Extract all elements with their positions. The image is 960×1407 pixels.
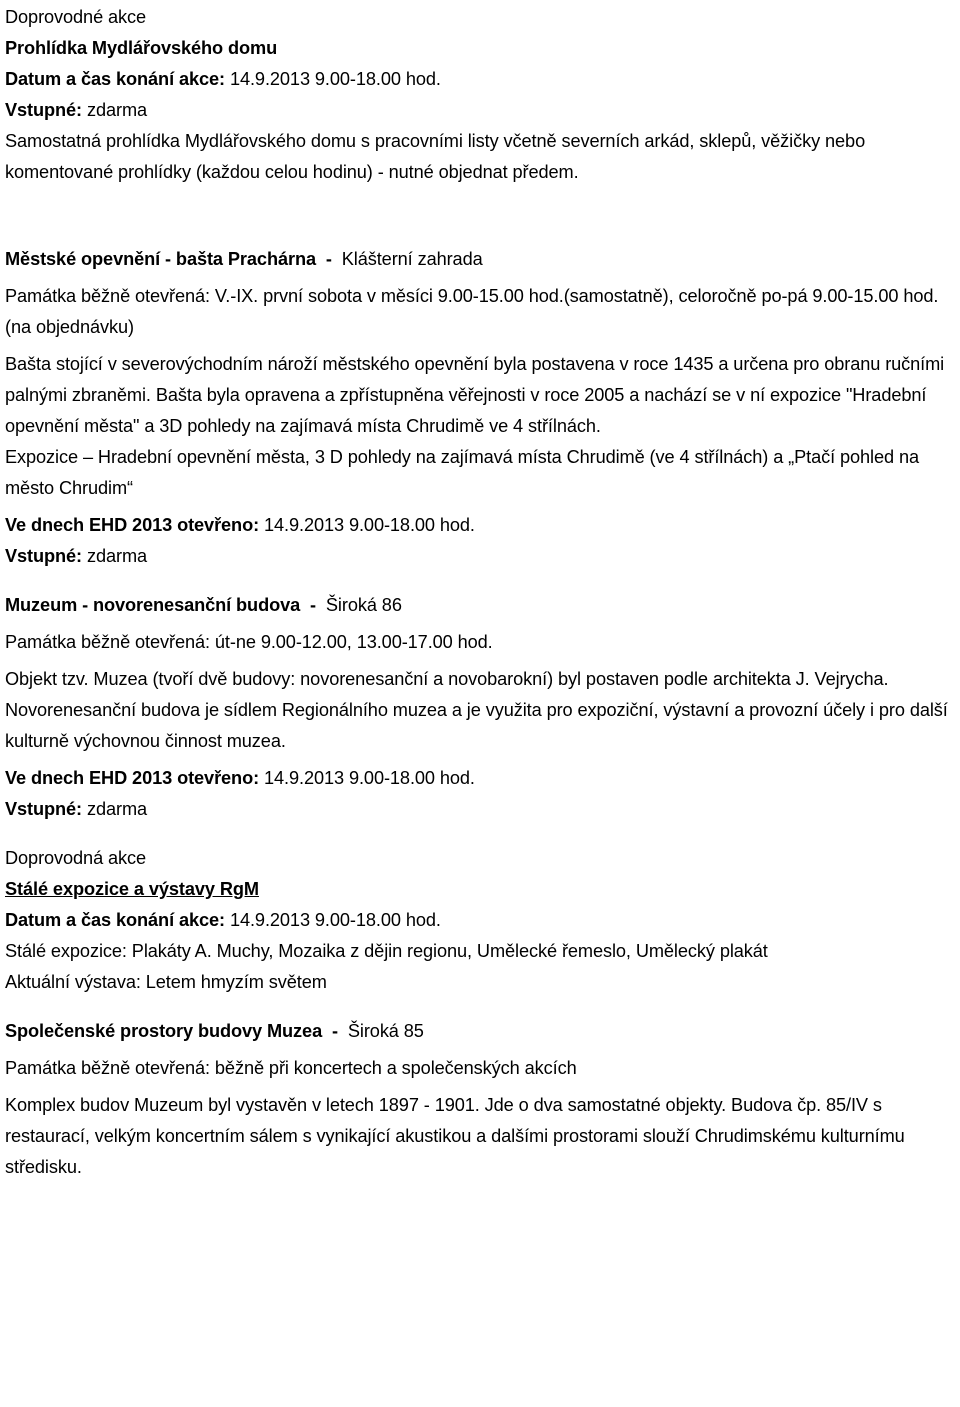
permanent-exhibitions: Stálé expozice: Plakáty A. Muchy, Mozaika z dějin regionu, Umělecké řemeslo, Umělecký plakát (5, 941, 768, 961)
section-heading: Doprovodná akce (5, 848, 147, 868)
date-label: Datum a čas konání akce: (5, 910, 225, 930)
exhibition-info: Expozice – Hradební opevnění města, 3 D pohledy na zajímavá místa Chrudimě (ve 4 střílnách) a „Ptačí pohled na město Chrudim“ (5, 447, 920, 498)
monument-description: Objekt tzv. Muzea (tvoří dvě budovy: novorenesanční a novobarokní) byl postaven podle architekta J. Vejrycha. Novorenesanční budova je sídlem Regionálního muzea a je využita pro expoziční, výstavní a provozní účely i pro další kulturně výchovnou činnost muzea. (5, 669, 948, 751)
event-title: Prohlídka Mydlářovského domu (5, 38, 278, 58)
admission-value: zdarma (82, 100, 148, 120)
monument-heading (5, 244, 960, 275)
monument-title: Společenské prostory budovy Muzea (5, 1021, 323, 1041)
title-separator: - (300, 595, 326, 615)
monument-address: Široká 86 (325, 595, 402, 615)
ehd-value: 14.9.2013 9.00-18.00 hod. (259, 515, 475, 535)
opening-hours: Památka běžně otevřená: út-ne 9.00-12.00, 13.00-17.00 hod. (5, 632, 493, 652)
date-label: Datum a čas konání akce: (5, 69, 225, 89)
monument-title: Muzeum - novorenesanční budova (5, 595, 301, 615)
monument-description: Bašta stojící v severovýchodním nároží městského opevnění byla postavena v roce 1435 a určena pro obranu ručními palnými zbraněmi. Bašta byla opravena a zpřístupněna věřejnosti v roce 2005 a nachází se v ní expozice "Hradební opevnění města" a 3D pohledy na zajímavá místa Chrudimě ve 4 střílnách. (5, 354, 945, 436)
ehd-opening (5, 763, 960, 794)
title-separator: - (315, 249, 342, 269)
date-value: 14.9.2013 9.00-18.00 hod. (225, 69, 441, 89)
monument-description: Komplex budov Muzeum byl vystavěn v letech 1897 - 1901. Jde o dva samostatné objekty. Budova čp. 85/IV s restaurací, velkým koncertním sálem s vynikající akustikou a dalšími prostorami slouží Chrudimskému kulturnímu středisku. (5, 1095, 905, 1177)
monument-address: Klášterní zahrada (341, 249, 483, 269)
monument-title: Městské opevnění - bašta Prachárna (5, 249, 316, 269)
event-title: Stálé expozice a výstavy RgM (5, 879, 259, 899)
event-date (5, 905, 960, 936)
admission (5, 95, 960, 126)
admission (5, 541, 960, 572)
event-description: Samostatná prohlídka Mydlářovského domu s pracovními listy včetně severních arkád, sklepů, věžičky nebo komentované prohlídky (každou celou hodinu) - nutné objednat předem. (5, 131, 866, 182)
event-date (5, 64, 960, 95)
admission-label: Vstupné: (5, 799, 83, 819)
ehd-label: Ve dnech EHD 2013 otevřeno: (5, 515, 260, 535)
ehd-label: Ve dnech EHD 2013 otevřeno: (5, 768, 260, 788)
title-separator: - (322, 1021, 348, 1041)
admission-value: zdarma (82, 799, 148, 819)
monument-heading (5, 1016, 960, 1047)
opening-hours: Památka běžně otevřená: V.-IX. první sobota v měsíci 9.00-15.00 hod.(samostatně), celoročně po-pá 9.00-15.00 hod.(na objednávku) (5, 286, 939, 337)
admission-value: zdarma (82, 546, 148, 566)
section-heading: Doprovodné akce (5, 7, 147, 27)
admission-label: Vstupné: (5, 546, 83, 566)
opening-hours: Památka běžně otevřená: běžně při koncertech a společenských akcích (5, 1058, 577, 1078)
monument-address: Široká 85 (347, 1021, 424, 1041)
admission-label: Vstupné: (5, 100, 83, 120)
current-exhibition: Aktuální výstava: Letem hmyzím světem (5, 972, 327, 992)
admission (5, 794, 960, 825)
date-value: 14.9.2013 9.00-18.00 hod. (225, 910, 441, 930)
ehd-value: 14.9.2013 9.00-18.00 hod. (259, 768, 475, 788)
monument-heading (5, 590, 960, 621)
ehd-opening (5, 510, 960, 541)
